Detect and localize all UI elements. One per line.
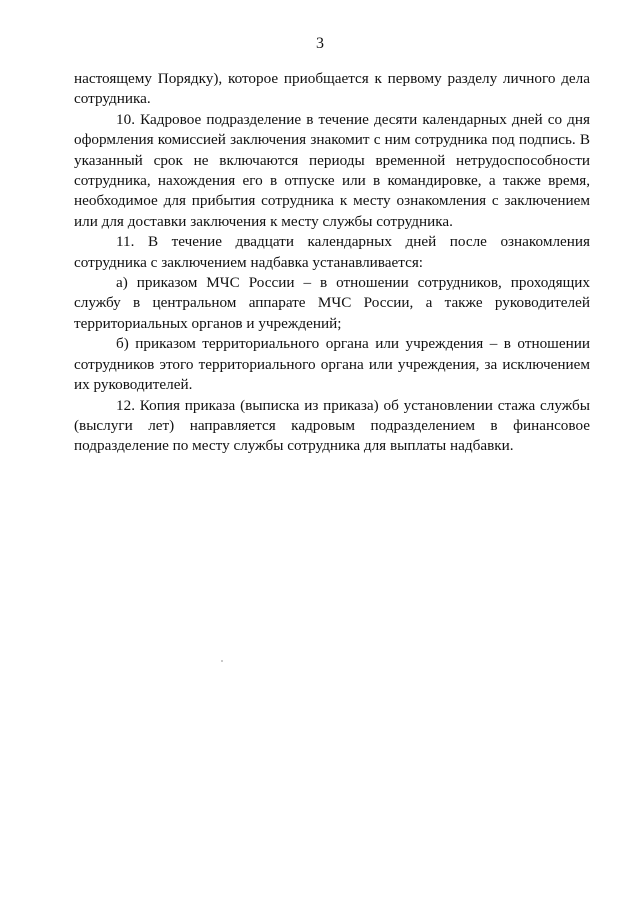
paragraph-12: 12. Копия приказа (выписка из приказа) об установлении стажа службы (выслуги лет) направляется кадровым подразделением в финансовое подразделение по месту службы сотрудника для выплаты надбавки. xyxy=(74,396,590,455)
page-number: 3 xyxy=(316,35,324,52)
document-body xyxy=(74,69,590,457)
paragraph-11: 11. В течение двадцати календарных дней после ознакомления сотрудника с заключением надбавка устанавливается: xyxy=(74,233,590,271)
paragraph-11-b: б) приказом территориального органа или учреждения – в отношении сотрудников этого территориального органа или учреждения, за исключением их руководителей. xyxy=(74,335,590,394)
paragraph-10: 10. Кадровое подразделение в течение десяти календарных дней со дня оформления комиссией заключения знакомит с ним сотрудника под подпись. В указанный срок не включаются периоды временной нетрудоспособности сотрудника, нахождения его в отпуске или в командировке, а также время, необходимое для прибытия сотрудника к месту ознакомления с заключением или для доставки заключения к месту службы сотрудника. xyxy=(74,110,590,230)
paragraph-continuation: настоящему Порядку), которое приобщается к первому разделу личного дела сотрудника. xyxy=(74,70,590,108)
scan-speck xyxy=(221,660,223,662)
paragraph-11-a: а) приказом МЧС России – в отношении сотрудников, проходящих службу в центральном аппарате МЧС России, а также руководителей территориальных органов и учреждений; xyxy=(74,274,590,332)
